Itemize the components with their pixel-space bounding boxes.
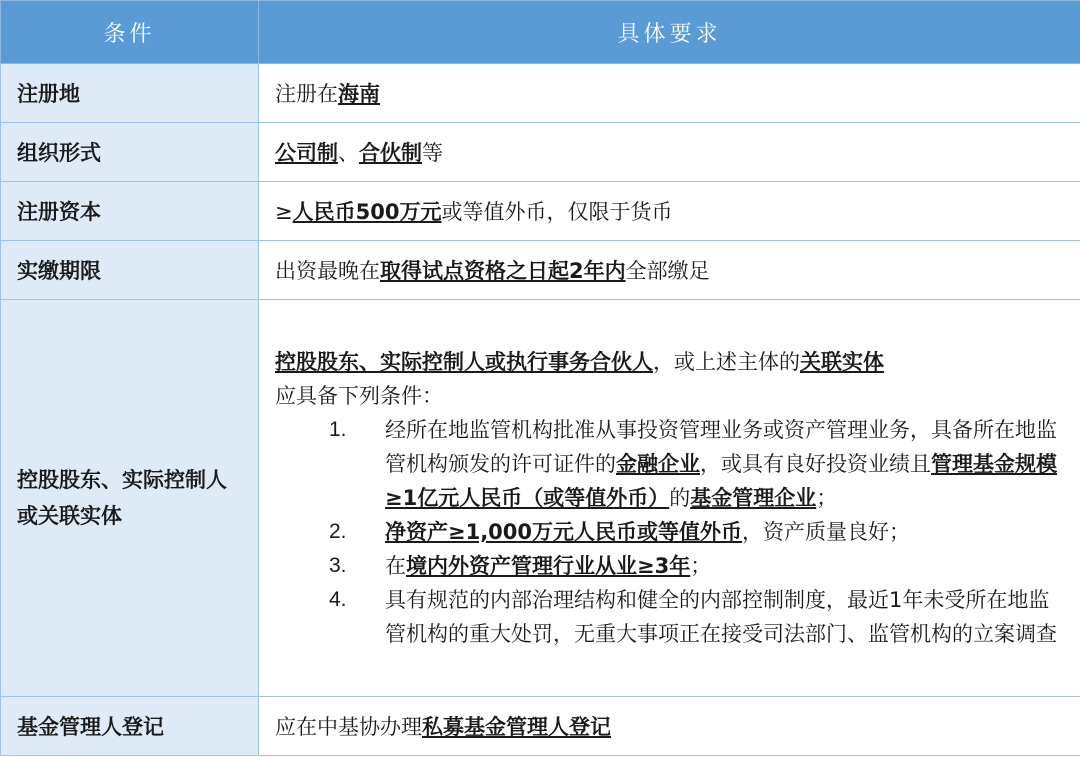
emphasis: 管理基金规模≥1亿元人民币（或等值外币） — [385, 452, 1057, 510]
table-row — [1, 64, 1080, 123]
emphasis: 控股股东、实际控制人或执行事务合伙人 — [275, 350, 653, 374]
emphasis: 基金管理企业 — [690, 486, 817, 510]
list-item — [275, 515, 1064, 549]
text: ； — [816, 486, 838, 510]
text: 全部缴足 — [625, 259, 710, 283]
text: 等 — [422, 141, 443, 165]
emphasis: 私募基金管理人登记 — [422, 715, 611, 739]
emphasis: 海南 — [338, 82, 380, 106]
row-label-fund-registration: 基金管理人登记 — [1, 697, 259, 756]
condition-list — [275, 413, 1064, 651]
text: ，或具有良好投资业绩且 — [700, 452, 931, 476]
table-row — [1, 697, 1080, 756]
text: 在 — [385, 554, 406, 578]
row-value-holder — [259, 300, 1080, 697]
holder-intro — [275, 345, 1064, 413]
text: 的 — [669, 486, 691, 510]
emphasis: 关联实体 — [800, 350, 884, 374]
text: ； — [690, 554, 712, 578]
emphasis: 合伙制 — [359, 141, 422, 165]
row-label-holder: 控股股东、实际控制人或关联实体 — [1, 300, 259, 697]
emphasis: 公司制 — [275, 141, 338, 165]
list-item — [275, 413, 1064, 515]
emphasis: 境内外资产管理行业从业≥3年 — [406, 554, 691, 578]
emphasis: 人民币500万元 — [292, 200, 442, 224]
row-value-paid-in — [259, 241, 1080, 300]
emphasis: 金融企业 — [616, 452, 700, 476]
text: 、 — [338, 141, 359, 165]
row-value-registration — [259, 64, 1080, 123]
row-value-fund-registration — [259, 697, 1080, 756]
text: 或等值外币，仅限于货币 — [441, 200, 673, 224]
row-value-capital — [259, 182, 1080, 241]
list-item — [275, 549, 1064, 583]
text: 应具备下列条件： — [275, 384, 443, 408]
table-row — [1, 182, 1080, 241]
text: ≥ — [275, 200, 293, 224]
item-number: 4. — [329, 588, 347, 611]
table-row — [1, 300, 1080, 697]
item-number: 1. — [329, 418, 347, 441]
item-text: 具有规范的内部治理结构和健全的内部控制制度，最近1年未受所在地监管机构的重大处罚，无重大事项正在接受司法部门、监管机构的立案调查 — [385, 588, 1057, 646]
header-condition: 条件 — [1, 1, 259, 64]
list-item — [275, 583, 1064, 651]
emphasis: 净资产≥1,000万元人民币或等值外币 — [385, 520, 743, 544]
item-text — [385, 515, 1064, 549]
item-number: 2. — [329, 520, 347, 543]
item-text — [385, 549, 1064, 583]
table-row — [1, 123, 1080, 182]
text: ，资产质量良好； — [742, 520, 911, 544]
text: 出资最晚在 — [275, 259, 380, 283]
header-row — [1, 1, 1080, 64]
header-requirement: 具体要求 — [259, 1, 1080, 64]
item-text — [385, 413, 1064, 515]
table-row — [1, 241, 1080, 300]
row-label-registration: 注册地 — [1, 64, 259, 123]
text: 应在中基协办理 — [275, 715, 422, 739]
text: ，或上述主体的 — [653, 350, 800, 374]
row-label-paid-in: 实缴期限 — [1, 241, 259, 300]
row-label-capital: 注册资本 — [1, 182, 259, 241]
emphasis: 取得试点资格之日起2年内 — [380, 259, 626, 283]
text: 经所在地监管机构批准从事投资管理业务或资产管理业务，具备所在地监管机构颁发的许可证件的 — [385, 418, 1057, 476]
row-value-org-form — [259, 123, 1080, 182]
item-number: 3. — [329, 554, 347, 577]
row-label-org-form: 组织形式 — [1, 123, 259, 182]
text: 注册在 — [275, 82, 338, 106]
